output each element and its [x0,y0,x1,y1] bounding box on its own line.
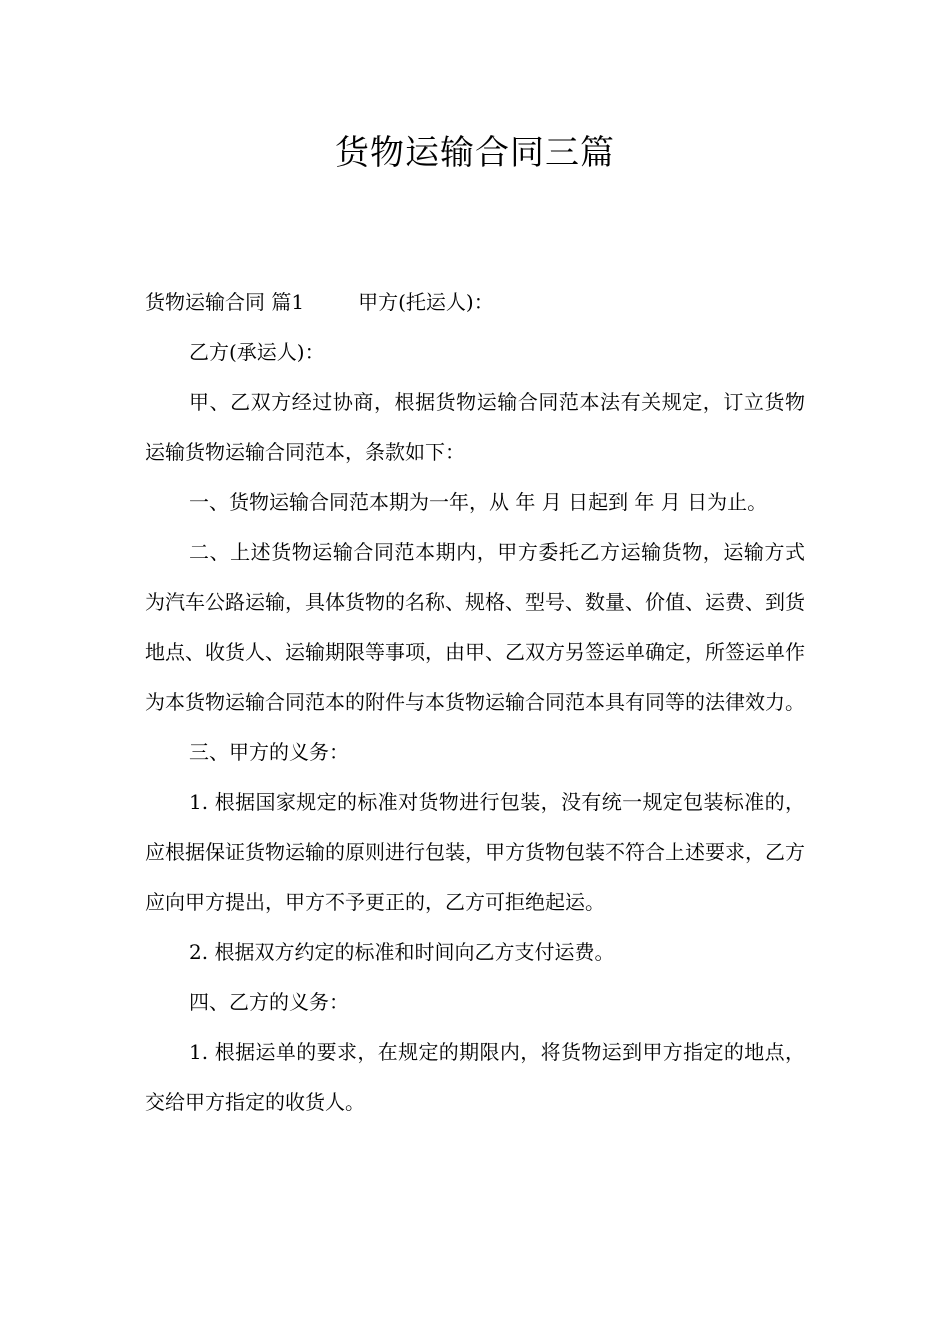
paragraph-clause-3-heading: 三、甲方的义务： [189,740,349,764]
document-title: 货物运输合同三篇 [335,133,615,173]
section-label: 货物运输合同 篇1 [145,290,305,314]
paragraph-clause-4-heading: 四、乙方的义务： [189,990,349,1014]
paragraph-clause-2: 二、上述货物运输合同范本期内，甲方委托乙方运输货物，运输方式为汽车公路运输，具体货物的名称、规格、型号、数量、价值、运费、到货地点、收货人、运输期限等事项，由甲、乙双方另签运单确定，所签运单作为本货物运输合同范本的附件与本货物运输合同范本具有同等的法律效力。 [145,540,805,714]
paragraph-party-b: 乙方(承运人)： [189,340,325,364]
heading-line [145,277,805,327]
paragraph-clause-3-item-1: 1. 根据国家规定的标准对货物进行包装，没有统一规定包装标准的，应根据保证货物运输的原则进行包装，甲方货物包装不符合上述要求，乙方应向甲方提出，甲方不予更正的，乙方可拒绝起运。 [145,790,805,914]
paragraph-intro: 甲、乙双方经过协商，根据货物运输合同范本法有关规定，订立货物运输货物运输合同范本，条款如下： [145,390,805,464]
document-body [145,277,805,1127]
paragraph-clause-3-item-2: 2. 根据双方约定的标准和时间向乙方支付运费。 [189,940,615,964]
party-a-label: 甲方(托运人)： [358,290,494,314]
paragraph-clause-4-item-1: 1. 根据运单的要求，在规定的期限内，将货物运到甲方指定的地点，交给甲方指定的收货人。 [145,1040,805,1114]
paragraph-clause-1: 一、货物运输合同范本期为一年，从 年 月 日起到 年 月 日为止。 [189,490,768,514]
